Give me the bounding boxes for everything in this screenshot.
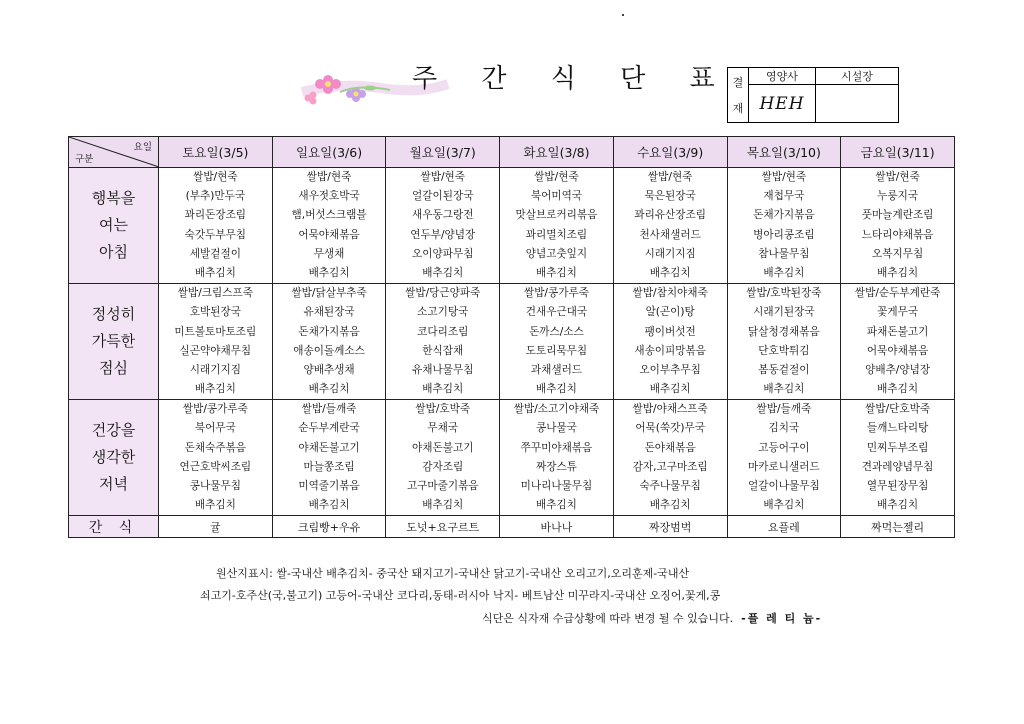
menu-item: 배추김치 <box>649 383 691 396</box>
menu-item: 쌀밥/참치야채죽 <box>632 287 708 300</box>
menu-item: 북어미역국 <box>530 190 583 203</box>
page-dot <box>622 14 624 16</box>
menu-item: 풋마늘계란조림 <box>861 209 934 222</box>
page-title: 주 간 식 단 표 <box>412 64 733 94</box>
menu-item: 쌀밥/단호박죽 <box>865 403 931 416</box>
menu-item: 오이부추무침 <box>639 363 701 376</box>
menu-item: 배추김치 <box>535 499 577 512</box>
menu-item: 배추김치 <box>194 266 236 279</box>
menu-cell <box>613 284 727 400</box>
day-header: 수요일(3/9) <box>613 137 727 168</box>
menu-cell <box>272 400 386 516</box>
menu-cell <box>727 168 841 284</box>
menu-item: 새송이피망볶음 <box>634 344 706 357</box>
menu-item: 시래기지짐 <box>189 363 241 376</box>
menu-item: 알(곤이)탕 <box>645 306 695 319</box>
menu-item: 배추김치 <box>308 383 350 396</box>
company-name: -플 레 티 늄- <box>741 612 823 625</box>
menu-item: 쌀밥/닭살부추죽 <box>291 287 367 300</box>
meal-label-line: 정성히 <box>91 305 136 324</box>
signature-director <box>816 85 899 123</box>
menu-item: 돈채가지볶음 <box>753 209 815 222</box>
menu-item: 쌀밥/당근양파죽 <box>405 287 481 300</box>
menu-item: 쭈꾸미야채볶음 <box>520 441 593 454</box>
menu-item: 코다리조림 <box>417 325 469 338</box>
menu-item: 햄,버섯스크램블 <box>291 209 367 222</box>
approval-label: 결 재 <box>728 68 749 123</box>
menu-item: 배추김치 <box>308 266 350 279</box>
menu-item: 쌀밥/현죽 <box>534 171 579 183</box>
menu-item: 배추김치 <box>194 499 236 512</box>
menu-item: 팽이버섯전 <box>644 325 696 338</box>
menu-item: 꽈리돈장조림 <box>184 209 247 222</box>
menu-item: 병아리콩조림 <box>753 228 815 241</box>
day-header: 일요일(3/6) <box>272 137 386 168</box>
meal-label <box>69 284 159 400</box>
meal-row <box>69 400 955 516</box>
menu-item: 재첩무국 <box>763 190 805 203</box>
origin-note-line1: 원산지표시: 쌀-국내산 배추김치- 중국산 돼지고기-국내산 닭고기-국내산 오리고기,오리훈제-국내산 <box>216 567 690 580</box>
menu-item: 쌀밥/콩가루죽 <box>182 403 248 416</box>
menu-item: 배추김치 <box>877 266 919 279</box>
menu-item: 새우동그랑전 <box>412 209 474 222</box>
menu-item: 소고기탕국 <box>417 306 469 319</box>
menu-item: 오복지무침 <box>872 247 924 260</box>
menu-item: 어묵야채볶음 <box>298 228 360 241</box>
menu-item: 배추김치 <box>877 499 919 512</box>
menu-item: 배추김치 <box>535 383 577 396</box>
day-header: 월요일(3/7) <box>386 137 500 168</box>
menu-item: 쌀밥/순두부계란죽 <box>854 287 941 300</box>
menu-cell <box>159 284 273 400</box>
menu-item: 감자,고구마조림 <box>632 460 708 473</box>
menu-item: 새우젓호박국 <box>298 190 360 203</box>
menu-item: 배추김치 <box>422 499 464 512</box>
snack-label: 간 식 <box>69 516 159 538</box>
menu-item: 들깨느타리탕 <box>866 422 929 435</box>
meal-label-line: 가득한 <box>91 332 136 351</box>
menu-item: 쌀밥/현죽 <box>420 171 466 183</box>
menu-cell <box>159 168 273 284</box>
menu-item: 꽃게무국 <box>877 306 919 319</box>
menu-item: 묵은된장국 <box>644 190 696 203</box>
menu-item: 애송이돌께소스 <box>293 344 365 357</box>
menu-item: 쌀밥/들깨죽 <box>301 403 357 416</box>
menu-item: 오이양파무침 <box>412 247 474 260</box>
meal-label <box>69 400 159 516</box>
meal-label-line: 여는 <box>99 216 128 235</box>
meal-label-line: 건강을 <box>91 421 136 440</box>
menu-item: 쌀밥/호박죽 <box>415 403 471 416</box>
menu-item: 콩나물무침 <box>189 480 241 492</box>
menu-item: 쌀밥/들깨죽 <box>756 403 812 416</box>
menu-item: 시래기지짐 <box>644 247 696 260</box>
approval-col-director: 시설장 <box>816 68 899 85</box>
menu-item: (부추)만두국 <box>185 190 246 203</box>
weekly-menu-table <box>68 136 955 538</box>
menu-item: 돈채가지볶음 <box>298 325 360 338</box>
menu-item: 마카로니샐러드 <box>748 460 820 473</box>
menu-cell <box>386 400 500 516</box>
meal-label-line: 아침 <box>99 243 128 262</box>
menu-item: 어묵야채볶음 <box>866 344 929 357</box>
menu-item: 닭살청경채볶음 <box>748 325 820 338</box>
menu-item: 단호박튀김 <box>758 344 810 357</box>
snack-cell: 귤 <box>159 516 273 538</box>
menu-item: 과채샐러드 <box>530 363 583 376</box>
menu-item: 연두부/양념장 <box>410 228 476 241</box>
menu-item: 배추김치 <box>649 499 691 512</box>
menu-cell <box>272 168 386 284</box>
menu-item: 쌀밥/크림스프죽 <box>177 287 253 300</box>
menu-item: 누룽지국 <box>877 190 919 203</box>
snack-cell: 요플레 <box>727 516 841 538</box>
menu-item: 쌀밥/콩가루죽 <box>523 287 589 300</box>
menu-item: 무채국 <box>427 422 459 435</box>
menu-item: 숙갓두부무침 <box>184 228 247 241</box>
menu-item: 쌀밥/호박된장죽 <box>746 287 822 300</box>
meal-label <box>69 168 159 284</box>
menu-item: 배추김치 <box>194 383 236 396</box>
snack-cell: 짜장범벅 <box>613 516 727 538</box>
menu-item: 김치국 <box>768 422 800 435</box>
menu-item: 양배추생채 <box>303 363 355 376</box>
menu-item: 미나리나물무침 <box>520 480 593 492</box>
meal-label-line: 저녁 <box>99 475 128 494</box>
menu-item: 쌀밥/현죽 <box>875 171 920 183</box>
menu-cell <box>386 168 500 284</box>
menu-item: 쌀밥/현죽 <box>647 171 693 183</box>
meal-label-line: 점심 <box>99 359 128 378</box>
menu-item: 감자조림 <box>422 460 464 473</box>
menu-item: 배추김치 <box>877 383 919 396</box>
menu-item: 양배추/양념장 <box>865 363 931 376</box>
menu-item: 쌀밥/소고기야채죽 <box>513 403 600 416</box>
menu-cell <box>500 284 614 400</box>
menu-item: 연근호박씨조림 <box>179 460 252 473</box>
menu-item: 맛살브로커리볶음 <box>515 209 598 222</box>
menu-item: 배추김치 <box>763 499 805 512</box>
menu-item: 콩나물국 <box>535 422 577 435</box>
day-header: 금요일(3/11) <box>841 137 955 168</box>
menu-item: 돈야채볶음 <box>644 441 696 454</box>
menu-item: 참나물무침 <box>758 247 810 260</box>
approval-col-dietitian: 영양사 <box>749 68 816 85</box>
menu-cell <box>841 168 955 284</box>
menu-item: 열무된장무침 <box>866 480 929 492</box>
table-corner: 요일 구분 <box>69 137 159 168</box>
menu-item: 도토리묵무침 <box>525 344 588 357</box>
menu-item: 숙주나물무침 <box>639 480 701 492</box>
origin-note-line2: 쇠고기-호주산(국,불고기) 고등어-국내산 코다리,동태-러시아 낙지- 베트남산 미꾸라지-국내산 오징어,꽃게,콩 <box>200 589 721 602</box>
menu-item: 짜장스튜 <box>535 460 577 473</box>
menu-item: 무생채 <box>313 247 345 260</box>
menu-cell <box>727 284 841 400</box>
menu-item: 마늘쫑조림 <box>303 460 355 473</box>
menu-item: 고등어구이 <box>758 441 810 454</box>
meal-row <box>69 284 955 400</box>
menu-item: 돈채숙주볶음 <box>184 441 247 454</box>
signature-dietitian: HEH <box>749 85 816 123</box>
menu-cell <box>727 400 841 516</box>
menu-cell <box>613 168 727 284</box>
menu-item: 얼갈이된장국 <box>412 190 474 203</box>
meal-label-line: 행복을 <box>91 189 136 208</box>
menu-item: 배추김치 <box>422 383 464 396</box>
menu-cell <box>386 284 500 400</box>
menu-item: 유채된장국 <box>303 306 355 319</box>
menu-item: 배추김치 <box>763 266 805 279</box>
menu-cell <box>841 284 955 400</box>
menu-item: 돈까스/소스 <box>529 325 584 338</box>
menu-item: 쌀밥/야채스프죽 <box>632 403 708 416</box>
menu-item: 느타리야채볶음 <box>861 228 934 241</box>
approval-box <box>727 67 899 123</box>
menu-cell <box>272 284 386 400</box>
menu-item: 천사채샐러드 <box>639 228 701 241</box>
day-header: 토요일(3/5) <box>159 137 273 168</box>
menu-item: 한식잡채 <box>422 344 464 357</box>
menu-item: 꽈리멸치조림 <box>525 228 588 241</box>
menu-item: 호박된장국 <box>189 306 241 319</box>
menu-item: 배추김치 <box>535 266 577 279</box>
snack-cell: 짜먹는젤리 <box>841 516 955 538</box>
menu-item: 배추김치 <box>649 266 691 279</box>
menu-item: 세발겉절이 <box>189 247 241 260</box>
menu-cell <box>613 400 727 516</box>
menu-item: 견과레양념무침 <box>861 460 934 473</box>
menu-item: 야채돈불고기 <box>298 441 360 454</box>
menu-cell <box>159 400 273 516</box>
menu-item: 쌀밥/현죽 <box>306 171 352 183</box>
menu-item: 얼갈이나물무침 <box>748 480 820 492</box>
meal-label-line: 생각한 <box>91 448 136 467</box>
snack-cell: 크림빵+우유 <box>272 516 386 538</box>
menu-item: 배추김치 <box>422 266 464 279</box>
snack-cell: 도넛+요구르트 <box>386 516 500 538</box>
menu-item: 실곤약야채무침 <box>179 344 252 357</box>
menu-item: 어묵(쑥갓)무국 <box>635 422 705 435</box>
menu-cell <box>500 168 614 284</box>
menu-item: 양념고춧잎지 <box>525 247 588 260</box>
menu-item: 건새우근대국 <box>525 306 588 319</box>
menu-item: 배추김치 <box>308 499 350 512</box>
menu-item: 꽈리유산장조림 <box>634 209 706 222</box>
menu-item: 봄동겉절이 <box>758 363 810 376</box>
menu-item: 야채돈불고기 <box>412 441 474 454</box>
menu-change-note <box>482 610 822 626</box>
day-header: 화요일(3/8) <box>500 137 614 168</box>
menu-item: 미역줄기볶음 <box>298 480 360 492</box>
menu-item: 파채돈불고기 <box>866 325 929 338</box>
menu-item: 시래기된장국 <box>753 306 815 319</box>
menu-item: 북어무국 <box>194 422 236 435</box>
menu-item: 쌀밥/현죽 <box>193 171 238 183</box>
meal-row <box>69 168 955 284</box>
menu-change-text: 식단은 식자재 수급상황에 따라 변경 될 수 있습니다. <box>482 612 734 625</box>
menu-cell <box>841 400 955 516</box>
menu-item: 고구마줄기볶음 <box>406 480 479 492</box>
menu-cell <box>500 400 614 516</box>
menu-item: 유채나물무침 <box>412 363 474 376</box>
menu-item: 배추김치 <box>763 383 805 396</box>
snack-cell: 바나나 <box>500 516 614 538</box>
day-header: 목요일(3/10) <box>727 137 841 168</box>
menu-item: 미트볼토마토조림 <box>174 325 257 338</box>
menu-item: 민찌두부조림 <box>866 441 929 454</box>
menu-item: 순두부계란국 <box>298 422 360 435</box>
menu-item: 쌀밥/현죽 <box>761 171 807 183</box>
